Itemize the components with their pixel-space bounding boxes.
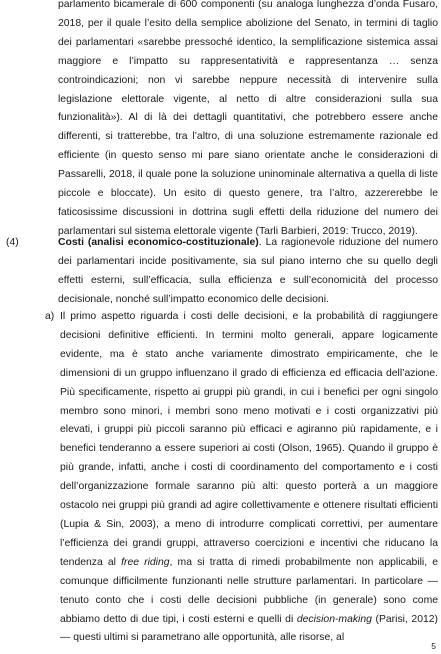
paragraph-1: parlamento bicamerale di 600 componenti (su analoga lunghezza d’onda Fusaro, 2018, per il quale l’esito della semplice abolizione del Senato, in termini di taglio dei parlamentari «sarebbe pressoché identico, la semplificazione sistemica assai maggiore e l’impatto su rappresentatività e rappresentanza … senza controindicazioni; non vi sarebbe neppure necessità di intervenire sulla legislazione elettorale vigente, al netto di altre considerazioni sulla sua funzionalità»). Al di là dei dettagli quantitativi, che potrebbero essere anche differenti, si tratterebbe, tra l’altro, di una soluzione estremamente razionale ed efficiente (in questo senso mi pare siano orientate anche le considerazioni di Passarelli, 2018, il quale pone la soluzione uninominale alternativa a quella di liste piccole e bloccate). Un esito di questo genere, tra l’altro, azzererebbe le faticosissime discussioni in dottrina sugli effetti della riduzione del numero dei parlamentari sul sistema elettorale vigente (Tarli Barbieri, 2019: Trucco, 2019). — [58, 0, 438, 237]
italic-term-1: free riding — [121, 556, 170, 568]
list-letter: a) — [45, 311, 55, 322]
paragraph-item-a — [60, 308, 438, 648]
item-a-text-1: Il primo aspetto riguarda i costi delle decisioni, e la probabilità di raggiungere decisioni definitive efficienti. In termini molto generali, appare logicamente evidente, ma è stato anche variamente dimostrato empiricamente, che le dimensioni di un gruppo influenzano il grado di efficienza ed efficacia dell’azione. Più specificamente, rispetto ai gruppi più grandi, in cui i benefici per ogni singolo membro sono minori, i membri sono meno motivati e i costi organizzativi più elevati, i gruppi più piccoli saranno più efficaci e agiranno più rapidamente, e i benefici tenderanno a essere superiori ai costi (Olson, 1965). Quando il gruppo è più grande, infatti, anche i costi di coordinamento del comportamento e i costi dell’organizzazione formale saranno più alti: questo porterà a un maggiore ostacolo nei gruppi più grandi ad agire collettivamente e ottenere risultati efficienti (Lupia & Sin, 2003), a meno di introdurre complicati correttivi, per aumentare l’efficienza dei grandi gruppi, attraverso coercizioni e incentivi che riducano la tendenza al — [60, 311, 438, 568]
item-a-text-3: (Parisi, 2012) — questi ultimi si parametrano alle opportunità, alle risorse, al — [60, 613, 438, 644]
list-number: (4) — [6, 237, 19, 248]
page-number: 5 — [431, 641, 436, 651]
paragraph-item-4 — [58, 234, 438, 310]
section-heading: Costi (analisi economico-costituzionale) — [58, 237, 259, 248]
item-a-text-2: , ma si tratta di rimedi probabilmente non applicabili, e comunque difficilmente funzionanti nelle strutture parlamentari. In particolare — tenuto conto che i costi delle decisioni pubbliche (in generale) sono come abbiamo detto di due tipi, i costi esterni e quelli di — [60, 556, 438, 625]
italic-term-2: decision-making — [296, 613, 372, 625]
item-4-text: . La ragionevole riduzione del numero dei parlamentari incide positivamente, sia sul piano interno che su quello degli effetti esterni, sull’efficacia, sulla efficienza e sull’economicità del processo decisionale, nonché sull’impatto economico delle decisioni. — [58, 237, 438, 305]
